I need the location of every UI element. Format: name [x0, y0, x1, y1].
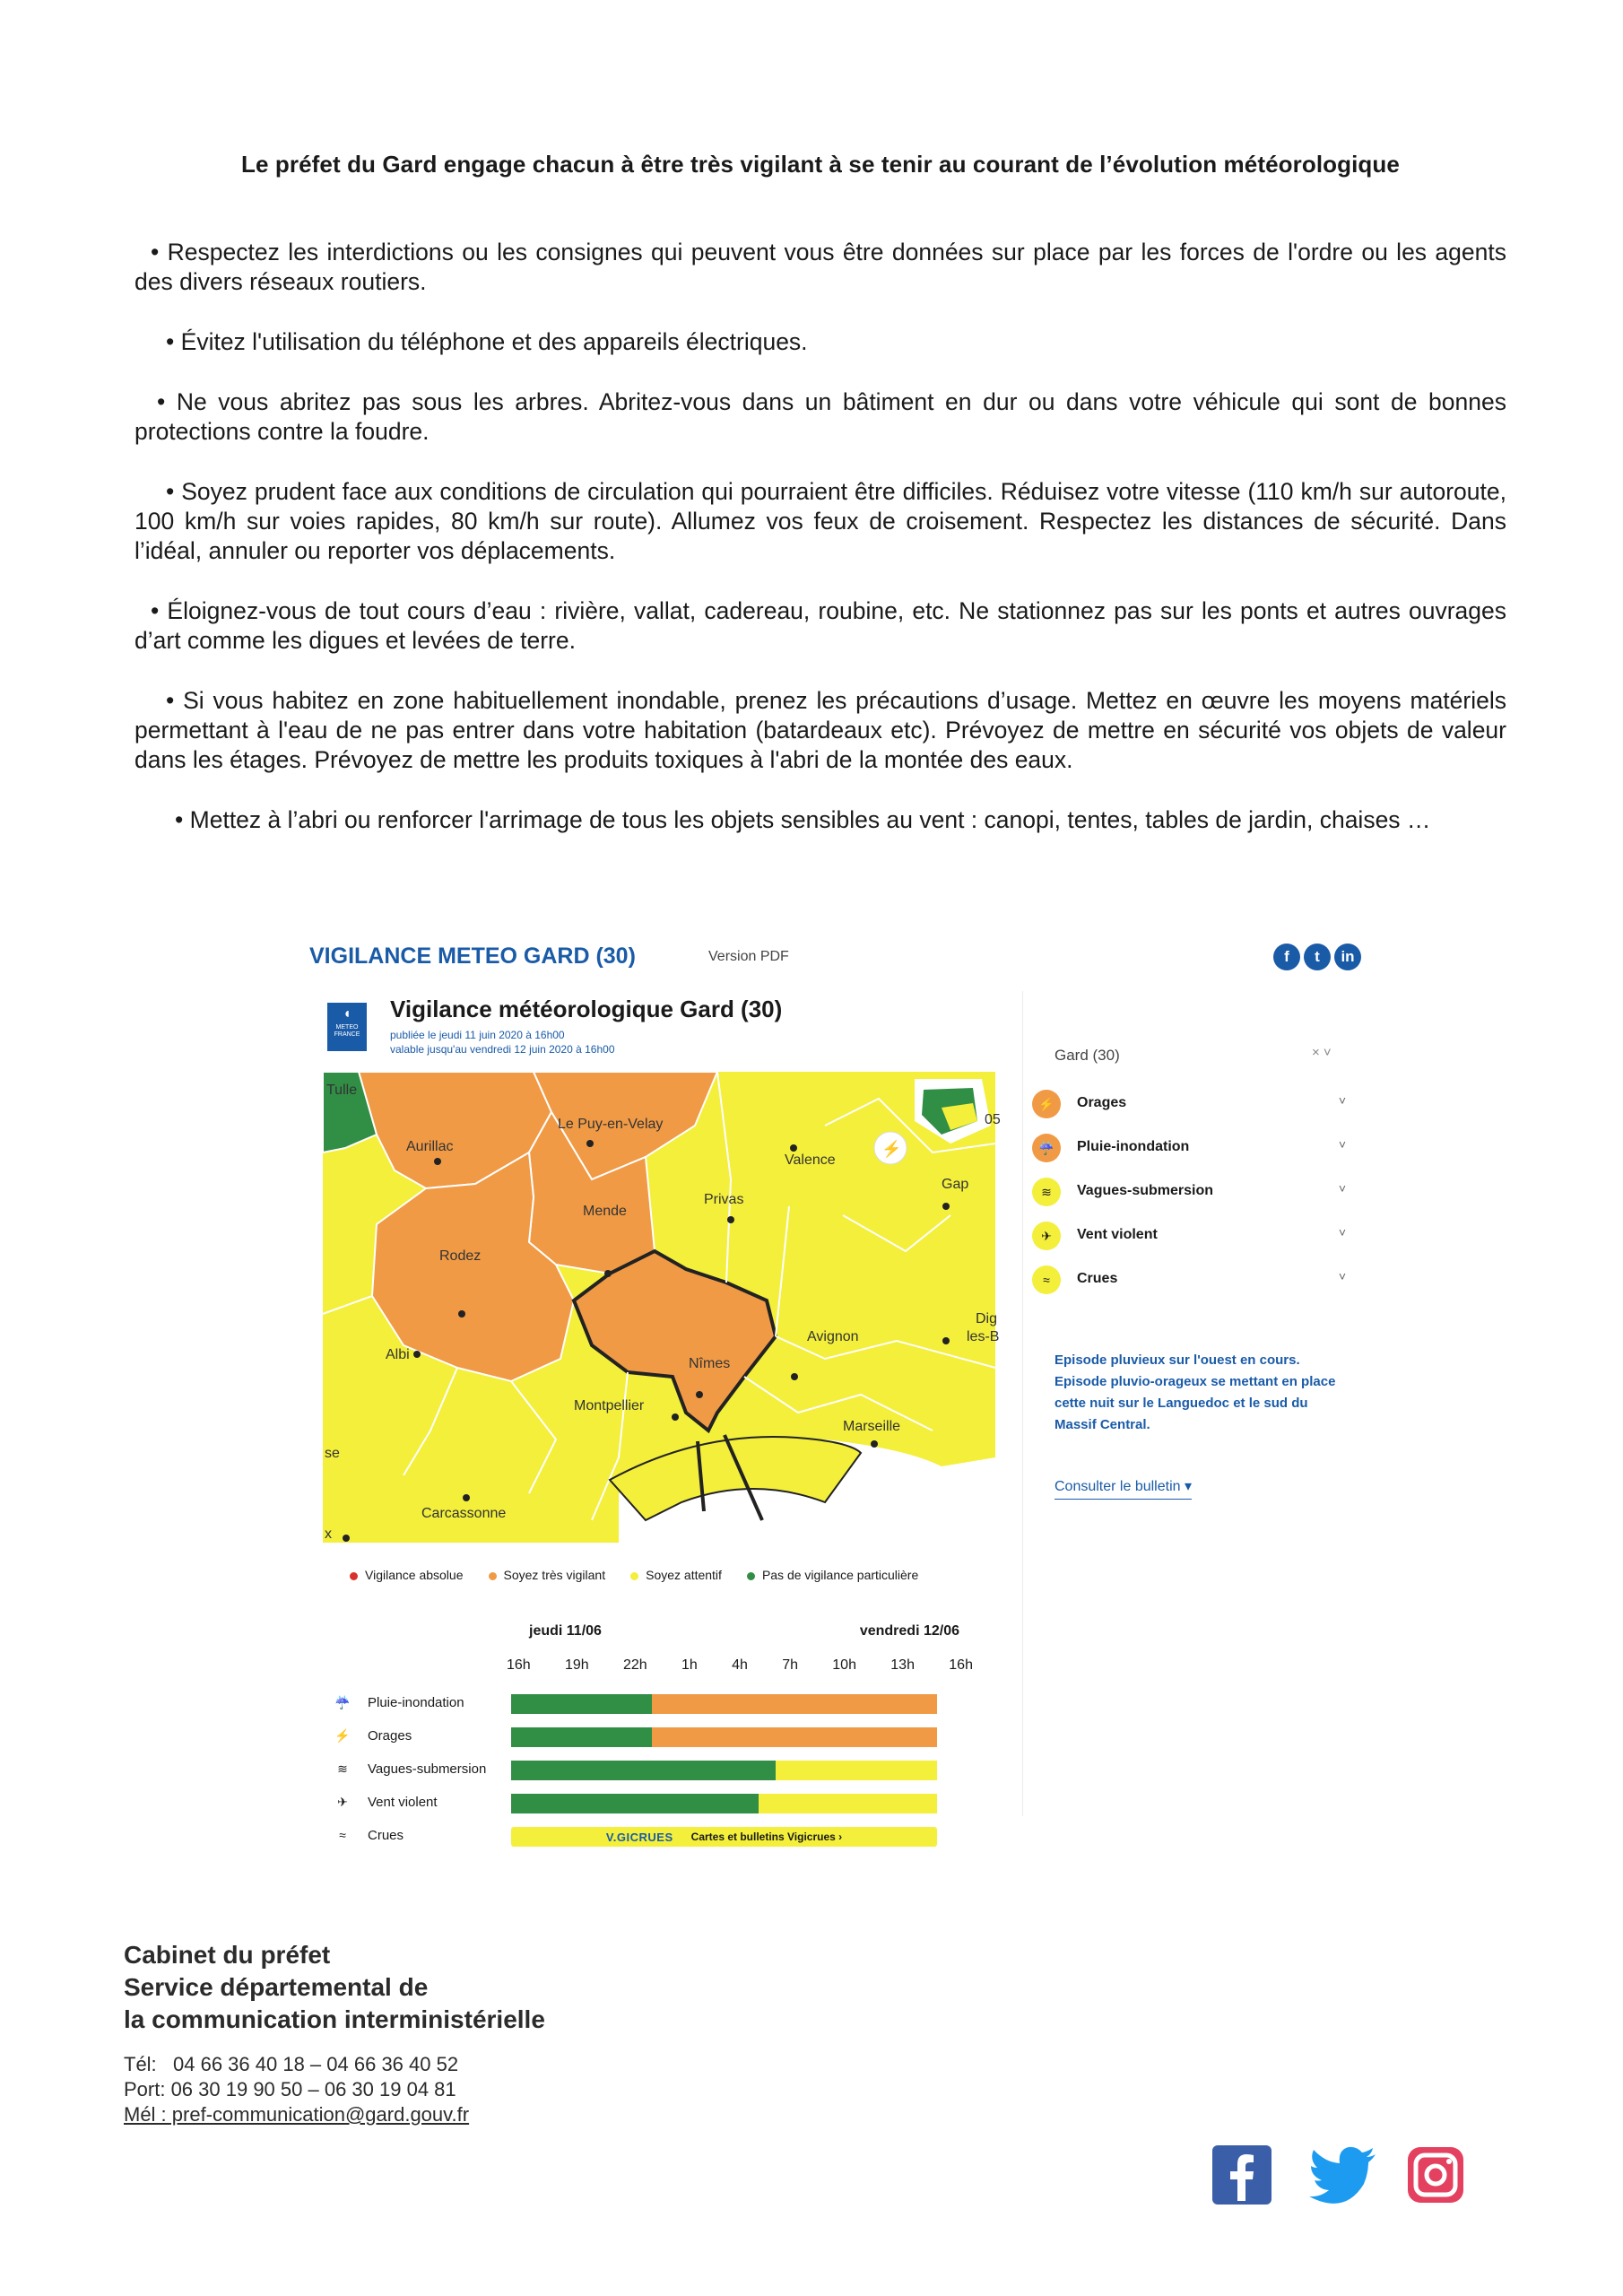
- bar-segment-yellow: [759, 1794, 938, 1813]
- clear-chevron-icon[interactable]: × ˅: [1312, 1045, 1332, 1060]
- city-label: x: [325, 1526, 332, 1542]
- phenomenon-pluie[interactable]: [1032, 1134, 1346, 1166]
- advice-list: [135, 238, 1506, 865]
- phenomenon-vent[interactable]: [1032, 1222, 1346, 1254]
- city-label: Dig: [976, 1311, 998, 1326]
- flood-icon: ≈: [339, 1828, 346, 1842]
- page-headline: Le préfet du Gard engage chacun à être très vigilant à se tenir au courant de l’évolution météorologique: [241, 151, 1400, 178]
- hour-label: 10h: [832, 1657, 856, 1673]
- city-label: Nîmes: [689, 1356, 731, 1371]
- wave-icon: ≋: [337, 1761, 348, 1776]
- day-label: jeudi 11/06: [529, 1623, 602, 1639]
- timeline-bar: [511, 1694, 937, 1714]
- day-label: vendredi 12/06: [859, 1623, 959, 1639]
- timeline-bar: [511, 1761, 937, 1780]
- hour-label: 7h: [782, 1657, 798, 1673]
- phenomenon-label: Vent violent: [1077, 1227, 1158, 1242]
- advice-item: • Si vous habitez en zone habituellement inondable, prenez les précautions d’usage. Mettez en œuvre les moyens matériels permettant à l'eau de ne pas entrer dans votre habitation (batardeaux etc). Prévoyez de mettre en sécurité vos objets de valeur dans les étages. Prévoyez de mettre les produits toxiques à l'abri de la montée des eaux.: [135, 687, 1506, 773]
- wave-icon: ≋: [1032, 1178, 1061, 1206]
- city-label: Albi: [386, 1347, 410, 1362]
- bar-segment-orange: [652, 1727, 937, 1747]
- rain-flood-icon: ☔: [1032, 1134, 1061, 1162]
- phenomenon-orages[interactable]: [1032, 1090, 1346, 1122]
- city-label: Privas: [704, 1192, 744, 1207]
- bar-segment-green: [511, 1794, 759, 1813]
- valid-until-date: valable jusqu'au vendredi 12 juin 2020 à 16h00: [390, 1043, 615, 1056]
- timeline-row: [332, 1757, 977, 1790]
- advice-item: • Évitez l'utilisation du téléphone et des appareils électriques.: [166, 328, 808, 355]
- city-label: Marseille: [843, 1419, 901, 1434]
- hour-label: 13h: [890, 1657, 915, 1673]
- timeline-row: [332, 1823, 977, 1857]
- advice-item: • Soyez prudent face aux conditions de circulation qui pourraient être difficiles. Réduisez votre vitesse (110 km/h sur autoroute, 100 km/h sur voies rapides, 80 km/h sur route). Allumez vos feux de croisement. Respectez les distances de sécurité. Dans l’idéal, annuler ou reporter vos déplacements.: [135, 478, 1506, 564]
- city-label: Tulle: [326, 1083, 358, 1098]
- svg-text:⚡: ⚡: [881, 1140, 902, 1158]
- facebook-icon[interactable]: [1211, 2144, 1273, 2206]
- timeline-bar: [511, 1794, 937, 1813]
- email-link[interactable]: Mél : pref-communication@gard.gouv.fr: [124, 2103, 470, 2126]
- advice-item: • Mettez à l’abri ou renforcer l'arrimage de tous les objets sensibles au vent : canopi, tentes, tables de jardin, chaises …: [175, 806, 1431, 833]
- widget-title: VIGILANCE METEO GARD (30): [309, 944, 636, 969]
- legend-item: Pas de vigilance particulière: [747, 1568, 918, 1582]
- phenomenon-vagues[interactable]: [1032, 1178, 1346, 1210]
- wind-icon: ✈: [1032, 1222, 1061, 1250]
- map-dates: [390, 1028, 615, 1057]
- contact-block: [124, 2052, 469, 2127]
- chevron-down-icon[interactable]: ˅: [1338, 1225, 1346, 1239]
- bar-segment-green: [511, 1727, 652, 1747]
- city-label: 05: [985, 1112, 1001, 1127]
- advice-item: • Éloignez-vous de tout cours d’eau : rivière, vallat, cadereau, roubine, etc. Ne stationnez pas sur les ponts et autres ouvrages d’art comme les digues et levées de terre.: [135, 597, 1506, 654]
- legend-swatch-orange: [489, 1572, 497, 1580]
- chevron-down-icon[interactable]: ˅: [1338, 1181, 1346, 1196]
- city-label: Gap: [942, 1177, 969, 1192]
- vigicrues-link[interactable]: Cartes et bulletins Vigicrues ›: [690, 1831, 843, 1843]
- service-signature: [124, 1939, 545, 2036]
- legend-item: Soyez attentif: [630, 1568, 722, 1582]
- phenomenon-label: Vagues-submersion: [1077, 1183, 1214, 1198]
- consult-bulletin-link[interactable]: Consulter le bulletin ▾: [1055, 1477, 1192, 1500]
- timeline-row: [332, 1724, 977, 1757]
- legend-item: Vigilance absolue: [350, 1568, 464, 1582]
- hour-label: 4h: [732, 1657, 748, 1673]
- city-label: Montpellier: [574, 1398, 645, 1413]
- social-links: [1211, 2144, 1467, 2206]
- advice-item: • Respectez les interdictions ou les consignes qui peuvent vous être données sur place par les forces de l'ordre ou les agents des divers réseaux routiers.: [135, 239, 1506, 295]
- timeline-bar: [511, 1727, 937, 1747]
- bar-segment-yellow: [776, 1761, 938, 1780]
- city-label: Rodez: [439, 1248, 482, 1264]
- phenomenon-crues[interactable]: [1032, 1265, 1346, 1298]
- city-label: Avignon: [807, 1329, 859, 1344]
- vigicrues-bar[interactable]: [511, 1827, 937, 1847]
- city-label: se: [325, 1446, 340, 1461]
- chevron-down-icon[interactable]: ˅: [1338, 1093, 1346, 1108]
- phone-line: Tél: 04 66 36 40 18 – 04 66 36 40 52: [124, 2053, 459, 2075]
- twitter-icon[interactable]: [1307, 2144, 1370, 2206]
- hour-label: 22h: [623, 1657, 647, 1673]
- weather-story: Episode pluvieux sur l'ouest en cours. Episode pluvio-orageux se mettant en place cette nuit sur le Languedoc et le sud du Massif Central.: [1055, 1352, 1336, 1432]
- city-label: Aurillac: [406, 1139, 454, 1154]
- legend-item: Soyez très vigilant: [489, 1568, 606, 1582]
- phenomenon-label: Crues: [1077, 1271, 1118, 1286]
- bar-segment-orange: [652, 1694, 937, 1714]
- phenomenon-label: Orages: [1077, 1095, 1127, 1110]
- city-label: Valence: [785, 1152, 836, 1168]
- logo-text: METEO FRANCE: [334, 1024, 360, 1038]
- legend-swatch-red: [350, 1572, 358, 1580]
- published-date: publiée le jeudi 11 juin 2020 à 16h00: [390, 1029, 565, 1041]
- signature-line: Service départemental de: [124, 1973, 429, 2001]
- chevron-down-icon[interactable]: ˅: [1338, 1137, 1346, 1152]
- side-panel: [1022, 991, 1377, 1816]
- timeline-rows: [332, 1691, 977, 1857]
- row-label: Vagues-submersion: [368, 1761, 487, 1777]
- phenomenon-label: Pluie-inondation: [1077, 1139, 1190, 1154]
- facebook-share-icon[interactable]: f: [1273, 944, 1300, 970]
- vigicrues-logo: V.GICRUES: [605, 1830, 673, 1844]
- mobile-line: Port: 06 30 19 90 50 – 06 30 19 04 81: [124, 2078, 456, 2100]
- legend-swatch-green: [747, 1572, 755, 1580]
- signature-line: Cabinet du préfet: [124, 1941, 331, 1969]
- vigilance-map[interactable]: [323, 1072, 1001, 1543]
- legend-swatch-yellow: [630, 1572, 638, 1580]
- row-label: Crues: [368, 1828, 404, 1843]
- row-label: Pluie-inondation: [368, 1695, 464, 1710]
- chevron-down-icon[interactable]: ˅: [1338, 1269, 1346, 1283]
- timeline-hours: [507, 1657, 973, 1674]
- city-label: Carcassonne: [421, 1506, 507, 1521]
- bar-segment-green: [511, 1761, 776, 1780]
- instagram-icon[interactable]: [1404, 2144, 1467, 2206]
- linkedin-share-icon[interactable]: in: [1334, 944, 1361, 970]
- pdf-link[interactable]: Version PDF: [708, 949, 789, 964]
- timeline-row: [332, 1691, 977, 1724]
- hour-label: 16h: [507, 1657, 531, 1673]
- storm-icon: ⚡: [334, 1728, 351, 1743]
- meteo-france-logo: ◖ METEO FRANCE: [327, 1003, 367, 1051]
- rain-flood-icon: ☔: [334, 1695, 351, 1709]
- wind-icon: ✈: [337, 1795, 348, 1809]
- city-label: les-B: [967, 1329, 1000, 1344]
- signature-line: la communication interministérielle: [124, 2005, 545, 2033]
- vigilance-widget: [309, 933, 1385, 1866]
- flood-icon: ≈: [1032, 1265, 1061, 1294]
- city-label: Le Puy-en-Velay: [558, 1117, 664, 1132]
- map-legend: [350, 1568, 918, 1582]
- city-label: Mende: [583, 1204, 627, 1219]
- bar-segment-green: [511, 1694, 652, 1714]
- timeline-row: [332, 1790, 977, 1823]
- row-label: Vent violent: [368, 1795, 438, 1810]
- advice-item: • Ne vous abritez pas sous les arbres. Abritez-vous dans un bâtiment en dur ou dans votre véhicule qui sont de bonnes protections contre la foudre.: [135, 388, 1506, 445]
- hour-label: 19h: [565, 1657, 589, 1673]
- hour-label: 16h: [949, 1657, 973, 1673]
- dept-selector[interactable]: Gard (30): [1055, 1047, 1120, 1064]
- hour-label: 1h: [681, 1657, 698, 1673]
- row-label: Orages: [368, 1728, 412, 1744]
- twitter-share-icon[interactable]: t: [1304, 944, 1331, 970]
- map-title: Vigilance météorologique Gard (30): [390, 996, 783, 1022]
- storm-icon: ⚡: [1032, 1090, 1061, 1118]
- share-buttons: [1273, 944, 1361, 970]
